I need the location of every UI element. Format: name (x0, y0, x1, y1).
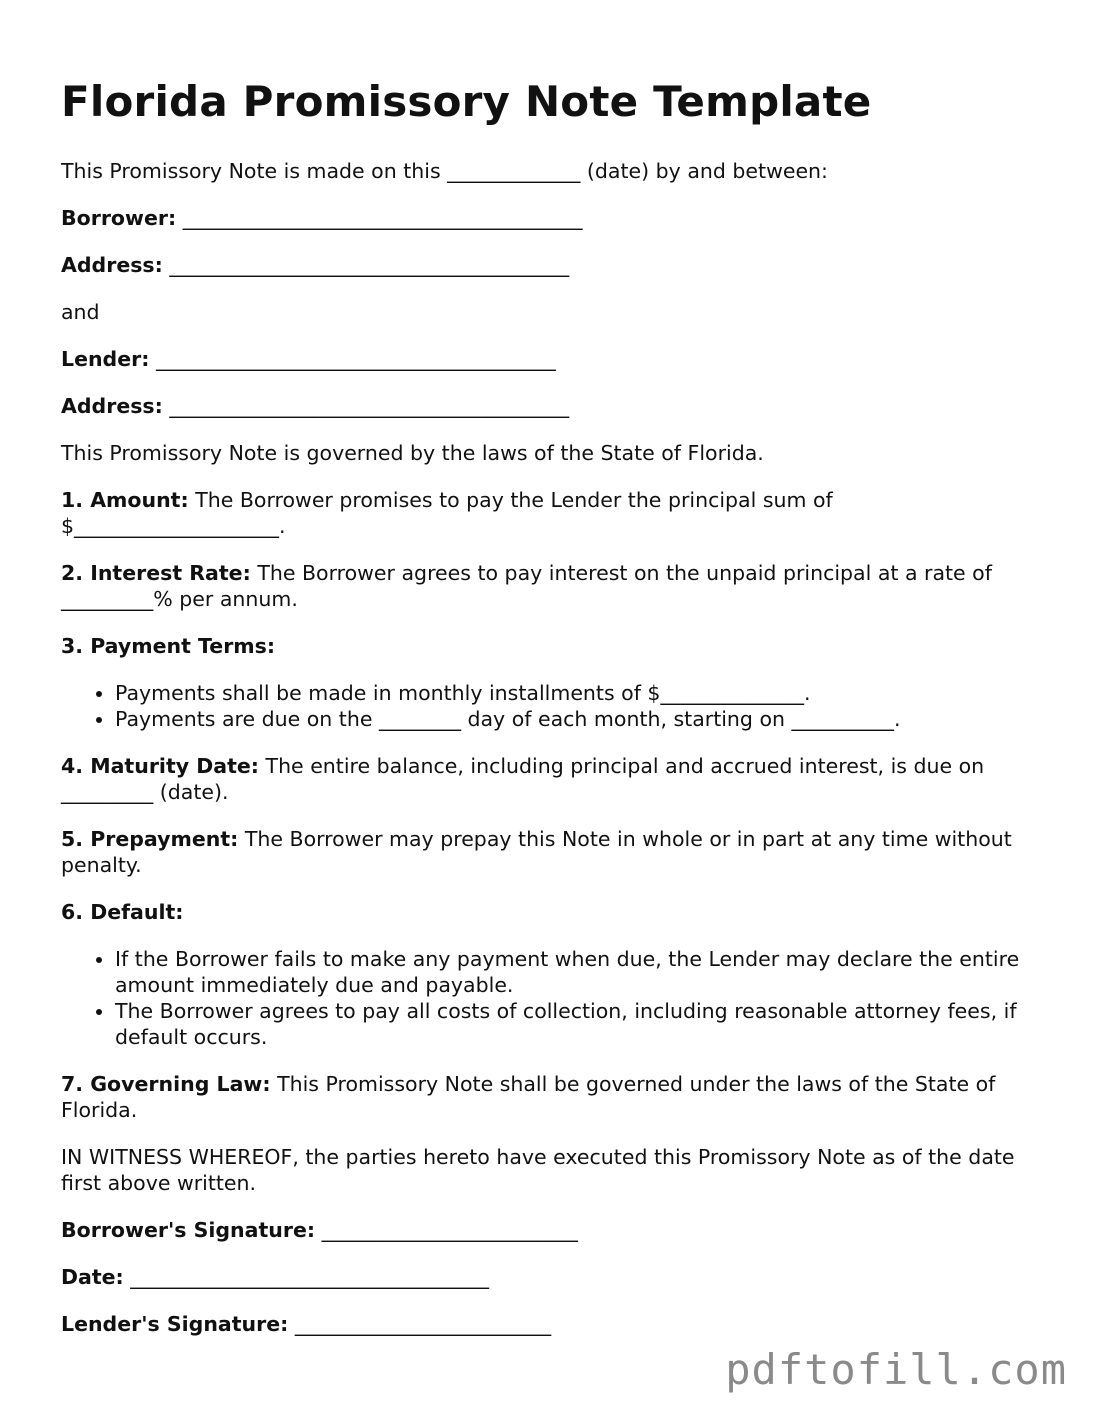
section-maturity-text: The entire balance, including principal and accrued interest, is due on _________ (date). (61, 754, 985, 804)
section-amount (61, 487, 1051, 539)
borrower-field[interactable]: _______________________________________ (182, 206, 583, 230)
section-payment-terms-label: 3. Payment Terms: (61, 634, 276, 658)
section-governing-law-label: 7. Governing Law: (61, 1072, 271, 1096)
section-amount-label: 1. Amount: (61, 488, 189, 512)
list-item: • The Borrower agrees to pay all costs of collection, including reasonable attorney fees, if default occurs. (115, 998, 1051, 1050)
page-title: Florida Promissory Note Template (61, 77, 872, 126)
and-text: and (61, 300, 100, 324)
section-prepayment (61, 826, 1051, 878)
watermark: pdftofill.com (725, 1345, 1067, 1394)
section-default (61, 899, 1051, 925)
lender-signature-field[interactable]: _________________________ (294, 1312, 552, 1336)
section-interest (61, 560, 1051, 612)
lender-signature-line (61, 1311, 1051, 1337)
section-interest-text: The Borrower agrees to pay interest on the unpaid principal at a rate of _________% per annum. (61, 561, 992, 611)
intro-text: This Promissory Note is made on this _____________ (date) by and between: (61, 159, 828, 183)
section-prepayment-label: 5. Prepayment: (61, 827, 239, 851)
date-label: Date: (61, 1265, 124, 1289)
borrower-signature-line (61, 1217, 1051, 1243)
borrower-line (61, 205, 1051, 231)
section-maturity (61, 753, 1051, 805)
witness-text: IN WITNESS WHEREOF, the parties hereto have executed this Promissory Note as of the date first above written. (61, 1145, 1015, 1195)
section-governing-law (61, 1071, 1051, 1123)
lender-address-line (61, 393, 1051, 419)
borrower-address-line (61, 252, 1051, 278)
lender-label: Lender: (61, 347, 150, 371)
governed-text: This Promissory Note is governed by the laws of the State of Florida. (61, 441, 764, 465)
section-governing-law-text: This Promissory Note shall be governed under the laws of the State of Florida. (61, 1072, 996, 1122)
document-page (61, 72, 1051, 1358)
borrower-signature-label: Borrower's Signature: (61, 1218, 316, 1242)
section-interest-label: 2. Interest Rate: (61, 561, 251, 585)
payment-terms-list (61, 680, 1051, 732)
date-line (61, 1264, 1051, 1290)
date-field[interactable]: ___________________________________ (130, 1265, 490, 1289)
section-default-label: 6. Default: (61, 900, 184, 924)
list-item: • Payments shall be made in monthly installments of $______________. (115, 680, 1051, 706)
borrower-signature-field[interactable]: _________________________ (321, 1218, 578, 1242)
lender-field[interactable]: _______________________________________ (155, 347, 556, 371)
section-amount-text: The Borrower promises to pay the Lender the principal sum of $____________________. (61, 488, 833, 538)
lender-address-field[interactable]: _______________________________________ (169, 394, 570, 418)
lender-signature-label: Lender's Signature: (61, 1312, 289, 1336)
borrower-address-field[interactable]: _______________________________________ (169, 253, 570, 277)
borrower-label: Borrower: (61, 206, 177, 230)
list-item: • If the Borrower fails to make any payment when due, the Lender may declare the entire amount immediately due and payable. (115, 946, 1051, 998)
section-prepayment-text: The Borrower may prepay this Note in whole or in part at any time without penalty. (61, 827, 1012, 877)
section-payment-terms (61, 633, 1051, 659)
lender-address-label: Address: (61, 394, 163, 418)
borrower-address-label: Address: (61, 253, 163, 277)
lender-line (61, 346, 1051, 372)
default-list (61, 946, 1051, 1050)
section-maturity-label: 4. Maturity Date: (61, 754, 260, 778)
list-item: • Payments are due on the ________ day of each month, starting on __________. (115, 706, 1051, 732)
